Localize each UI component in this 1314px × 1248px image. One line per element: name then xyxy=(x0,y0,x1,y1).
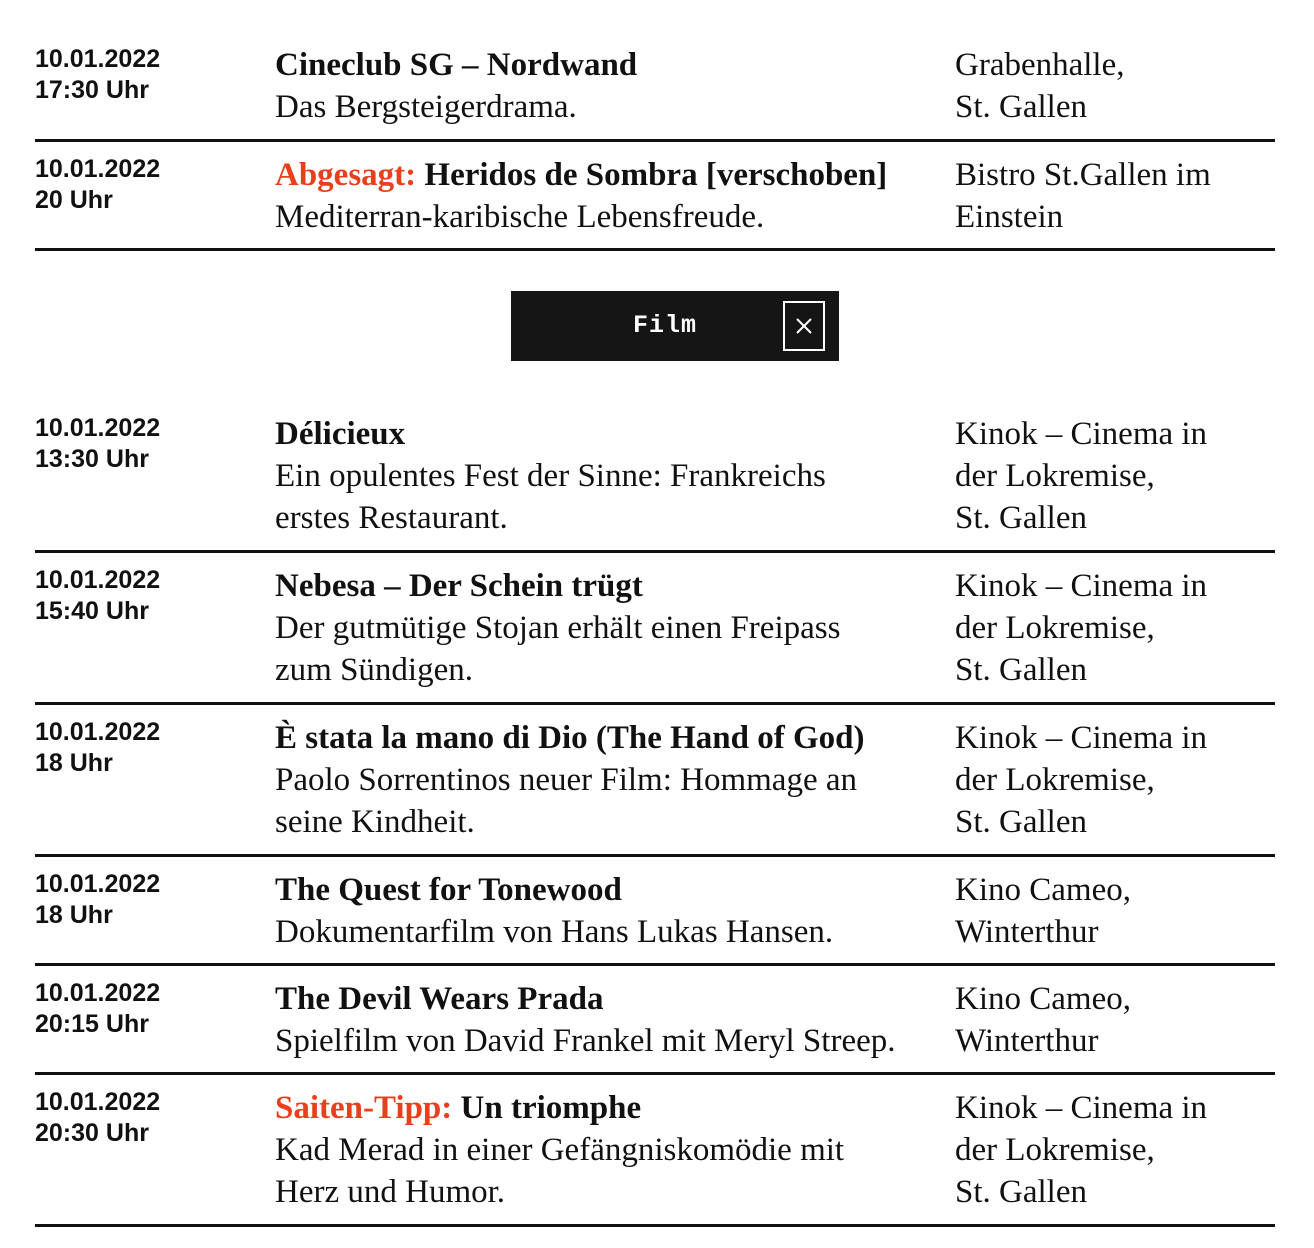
event-row[interactable] xyxy=(35,1075,1275,1227)
event-subtitle: zum Sündigen. xyxy=(275,652,473,688)
venue-line: Kinok – Cinema in xyxy=(955,568,1208,604)
event-venue xyxy=(955,154,1275,248)
event-info xyxy=(275,565,955,702)
event-datetime xyxy=(35,44,275,139)
event-info xyxy=(275,717,955,854)
event-info xyxy=(275,869,955,963)
event-info xyxy=(275,1087,955,1224)
event-subtitle: Kad Merad in einer Gefängniskomödie mit xyxy=(275,1132,845,1168)
event-info xyxy=(275,413,955,550)
event-time: 18 Uhr xyxy=(35,749,113,777)
event-venue xyxy=(955,978,1275,1072)
venue-line: St. Gallen xyxy=(955,652,1087,688)
event-datetime xyxy=(35,1087,275,1224)
filter-label: Film xyxy=(632,311,697,340)
venue-line: der Lokremise, xyxy=(955,458,1155,494)
event-subtitle: Dokumentarfilm von Hans Lukas Hansen. xyxy=(275,914,834,950)
venue-line: St. Gallen xyxy=(955,1174,1087,1210)
event-date: 10.01.2022 xyxy=(35,1088,161,1116)
venue-line: Kino Cameo, xyxy=(955,872,1131,908)
event-info xyxy=(275,44,955,139)
event-subtitle: Das Bergsteigerdrama. xyxy=(275,89,577,125)
event-list-top xyxy=(35,30,1275,251)
event-subtitle: erstes Restaurant. xyxy=(275,500,508,536)
event-title-line[interactable] xyxy=(275,717,955,759)
event-date: 10.01.2022 xyxy=(35,155,161,183)
event-title-line[interactable] xyxy=(275,869,955,911)
event-row[interactable] xyxy=(35,398,1275,553)
filter-close-button[interactable] xyxy=(783,301,825,351)
venue-line: Grabenhalle, xyxy=(955,47,1125,83)
event-venue xyxy=(955,565,1275,702)
event-title[interactable]: Heridos de Sombra [verschoben] xyxy=(424,157,888,193)
venue-line: der Lokremise, xyxy=(955,610,1155,646)
event-time: 17:30 Uhr xyxy=(35,76,149,104)
event-tag-tip: Saiten-Tipp: xyxy=(275,1090,453,1126)
event-info xyxy=(275,154,955,248)
event-venue xyxy=(955,869,1275,963)
venue-line: Kinok – Cinema in xyxy=(955,1090,1208,1126)
event-time: 20 Uhr xyxy=(35,186,113,214)
event-datetime xyxy=(35,717,275,854)
venue-line: St. Gallen xyxy=(955,89,1087,125)
event-time: 13:30 Uhr xyxy=(35,445,149,473)
venue-line: der Lokremise, xyxy=(955,1132,1155,1168)
event-title-line[interactable] xyxy=(275,413,955,455)
venue-line: Winterthur xyxy=(955,914,1099,950)
event-title-line[interactable] xyxy=(275,565,955,607)
event-info xyxy=(275,978,955,1072)
venue-line: St. Gallen xyxy=(955,804,1087,840)
event-subtitle: Mediterran-karibische Lebensfreude. xyxy=(275,199,765,235)
event-subtitle: Herz und Humor. xyxy=(275,1174,506,1210)
event-datetime xyxy=(35,413,275,550)
event-title[interactable]: Délicieux xyxy=(275,416,406,452)
event-venue xyxy=(955,413,1275,550)
event-tag-cancelled: Abgesagt: xyxy=(275,157,417,193)
event-title-line[interactable] xyxy=(275,44,955,86)
event-row[interactable] xyxy=(35,553,1275,705)
event-title[interactable]: È stata la mano di Dio (The Hand of God) xyxy=(275,720,865,756)
event-time: 15:40 Uhr xyxy=(35,597,149,625)
venue-line: Einstein xyxy=(955,199,1064,235)
venue-line: St. Gallen xyxy=(955,500,1087,536)
venue-line: Winterthur xyxy=(955,1023,1099,1059)
event-date: 10.01.2022 xyxy=(35,414,161,442)
event-title-line[interactable] xyxy=(275,1087,955,1129)
event-subtitle: Ein opulentes Fest der Sinne: Frankreichs xyxy=(275,458,826,494)
event-date: 10.01.2022 xyxy=(35,718,161,746)
event-title[interactable]: Un triomphe xyxy=(460,1090,642,1126)
event-row[interactable] xyxy=(35,705,1275,857)
event-datetime xyxy=(35,565,275,702)
event-time: 18 Uhr xyxy=(35,901,113,929)
category-filter-chip[interactable] xyxy=(511,291,839,361)
event-subtitle: Spielfilm von David Frankel mit Meryl Streep. xyxy=(275,1023,896,1059)
event-list-film xyxy=(35,398,1275,1227)
event-row[interactable] xyxy=(35,857,1275,966)
event-row[interactable] xyxy=(35,142,1275,251)
event-venue xyxy=(955,44,1275,139)
event-date: 10.01.2022 xyxy=(35,979,161,1007)
event-datetime xyxy=(35,869,275,963)
event-venue xyxy=(955,717,1275,854)
event-subtitle: Der gutmütige Stojan erhält einen Freipass xyxy=(275,610,841,646)
event-date: 10.01.2022 xyxy=(35,870,161,898)
event-date: 10.01.2022 xyxy=(35,45,161,73)
event-title[interactable]: Cineclub SG – Nordwand xyxy=(275,47,638,83)
event-venue xyxy=(955,1087,1275,1224)
event-time: 20:15 Uhr xyxy=(35,1010,149,1038)
event-row[interactable] xyxy=(35,30,1275,142)
event-datetime xyxy=(35,978,275,1072)
venue-line: Kino Cameo, xyxy=(955,981,1131,1017)
event-title[interactable]: The Quest for Tonewood xyxy=(275,872,622,908)
event-time: 20:30 Uhr xyxy=(35,1119,149,1147)
event-subtitle: Paolo Sorrentinos neuer Film: Hommage an xyxy=(275,762,857,798)
event-date: 10.01.2022 xyxy=(35,566,161,594)
venue-line: Kinok – Cinema in xyxy=(955,720,1208,756)
event-subtitle: seine Kindheit. xyxy=(275,804,475,840)
venue-line: Kinok – Cinema in xyxy=(955,416,1208,452)
event-title[interactable]: The Devil Wears Prada xyxy=(275,981,604,1017)
venue-line: der Lokremise, xyxy=(955,762,1155,798)
event-datetime xyxy=(35,154,275,248)
event-title[interactable]: Nebesa – Der Schein trügt xyxy=(275,568,643,604)
event-row[interactable] xyxy=(35,966,1275,1075)
close-icon[interactable] xyxy=(794,316,814,336)
event-title-line[interactable] xyxy=(275,978,955,1020)
event-title-line[interactable] xyxy=(275,154,955,196)
venue-line: Bistro St.Gallen im xyxy=(955,157,1211,193)
